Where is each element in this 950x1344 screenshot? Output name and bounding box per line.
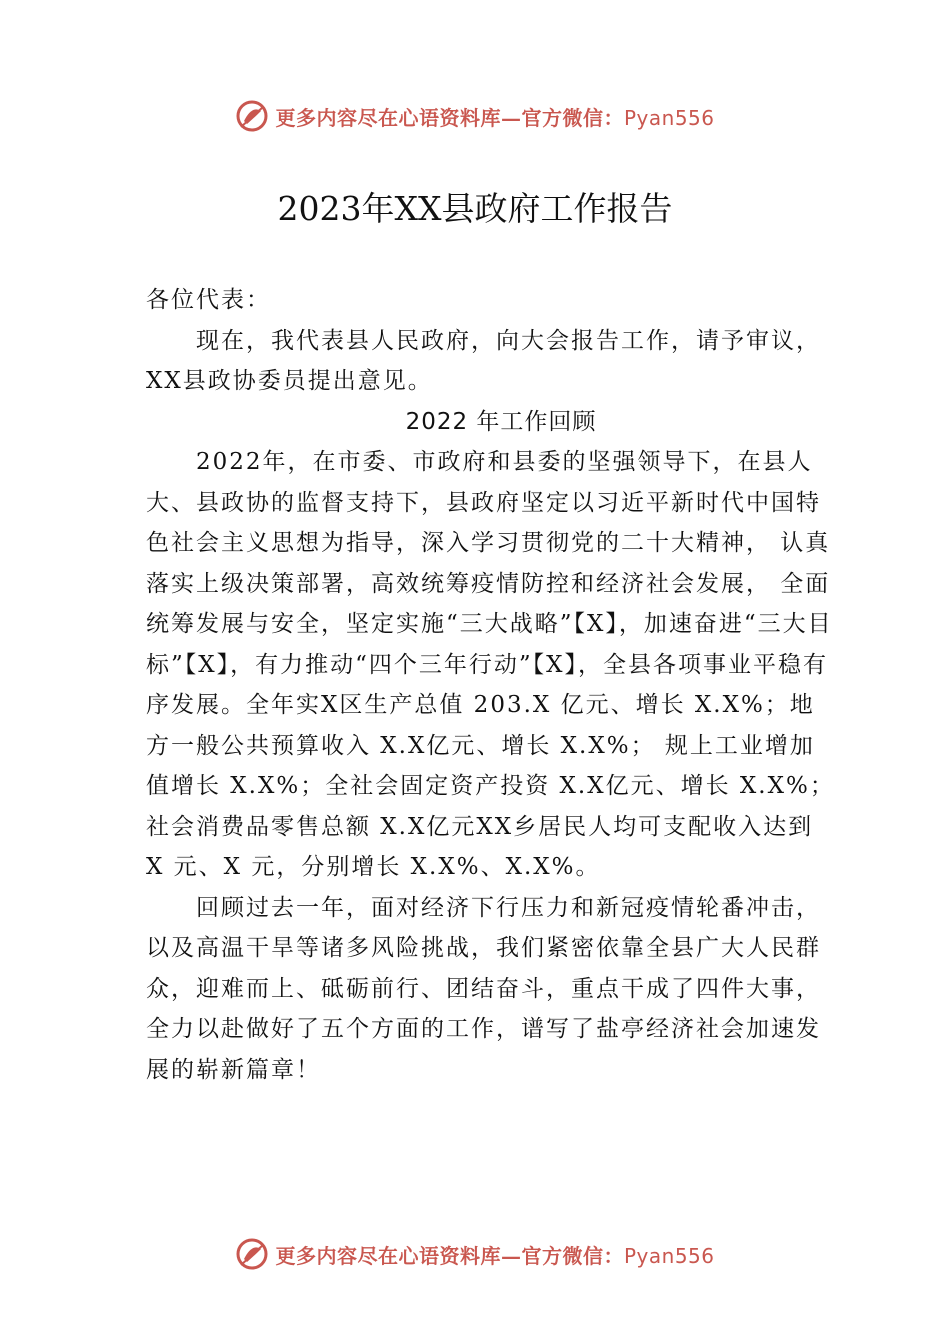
intro-paragraph: 现在，我代表县人民政府，向大会报告工作，请予审议，XX县政协委员提出意见。 xyxy=(146,327,821,394)
header-banner xyxy=(0,96,950,136)
paragraph-1: 2022年，在市委、市政府和县委的坚强领导下，在县人大、县政协的监督支持下，县政府坚定以习近平新时代中国特色社会主义思想为指导，深入学习贯彻党的二十大精神， 认真落实上级决策部署，高效统筹疫情防控和经济社会发展， 全面统筹发展与安全，坚定实施“三大战略”【X】，加速奋进“三大目标”【X】，有力推动“四个三年行动”【X】，全县各项事业平稳有序发展。全年实X区生产总值 203.X 亿元、增长 X.X%；地方一般公共预算收入 X.X亿元、增长 X.X%； 规上工业增加值增长 X.X%；全社会固定资产投资 X.X亿元、增长 X.X%；社会消费品零售总额 X.X亿元XX乡居民人均可支配收入达到 X 元、X 元，分别增长 X.X%、X.X%。 xyxy=(146,449,835,880)
footer-banner xyxy=(0,1234,950,1274)
salutation: 各位代表： xyxy=(146,287,271,313)
brand-logo-icon xyxy=(235,1237,269,1271)
banner-wechat-id: Pyan556 xyxy=(623,1243,715,1268)
banner-text xyxy=(275,102,714,131)
banner-text xyxy=(275,1240,714,1269)
paragraph-2: 回顾过去一年，面对经济下行压力和新冠疫情轮番冲击，以及高温干旱等诸多风险挑战，我们紧密依靠全县广大人民群众，迎难而上、砥砺前行、团结奋斗，重点干成了四件大事，全力以赴做好了五个方面的工作，谱写了盐亭经济社会加速发展的崭新篇章！ xyxy=(146,894,821,1083)
section-title: 2022 年工作回顾 xyxy=(405,408,597,435)
banner-slogan: 更多内容尽在心语资料库—官方微信： xyxy=(275,105,624,130)
banner-slogan: 更多内容尽在心语资料库—官方微信： xyxy=(275,1243,624,1268)
document-body xyxy=(146,280,836,1090)
brand-logo-icon xyxy=(235,99,269,133)
banner-wechat-id: Pyan556 xyxy=(623,105,715,130)
document-title: 2023年XX县政府工作报告 xyxy=(277,189,673,228)
